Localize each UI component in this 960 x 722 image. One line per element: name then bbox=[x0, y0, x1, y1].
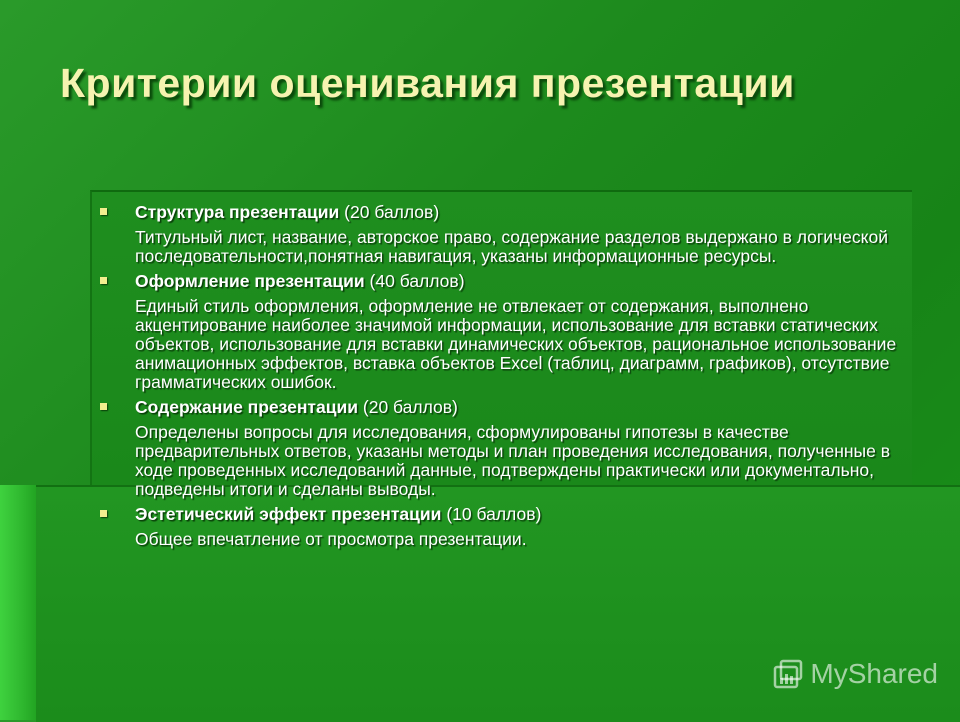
criterion-name: Эстетический эффект презентации bbox=[135, 504, 442, 524]
slide-title: Критерии оценивания презентации bbox=[60, 60, 795, 106]
square-bullet-icon bbox=[100, 510, 107, 517]
criterion-points: (40 баллов) bbox=[369, 271, 465, 291]
criterion-points: (20 баллов) bbox=[362, 397, 458, 417]
criterion-design bbox=[100, 272, 920, 392]
square-bullet-icon bbox=[100, 208, 107, 215]
criteria-list bbox=[100, 203, 920, 555]
criterion-description: Определены вопросы для исследования, сформулированы гипотезы в качестве предварительных ответов, указаны методы и план проведения исследования, полученные в ходе проведенных исследований данные, подтверждены практически или документально, подведены итоги и сделаны выводы. bbox=[135, 422, 891, 499]
criterion-aesthetic bbox=[100, 505, 920, 549]
criterion-heading bbox=[135, 203, 920, 222]
criterion-content bbox=[100, 398, 920, 499]
square-bullet-icon bbox=[100, 277, 107, 284]
criterion-points: (20 баллов) bbox=[344, 202, 440, 222]
myshared-watermark[interactable] bbox=[772, 658, 938, 690]
criterion-heading bbox=[135, 272, 920, 291]
criterion-points: (10 баллов) bbox=[446, 504, 542, 524]
criterion-name: Содержание презентации bbox=[135, 397, 359, 417]
criterion-description: Общее впечатление от просмотра презентации. bbox=[135, 529, 527, 549]
background-left-strip bbox=[0, 485, 36, 720]
criterion-description: Титульный лист, название, авторское право, содержание разделов выдержано в логической последовательности,понятная навигация, указаны информационные ресурсы. bbox=[135, 227, 889, 266]
criterion-name: Структура презентации bbox=[135, 202, 340, 222]
criterion-name: Оформление презентации bbox=[135, 271, 365, 291]
criterion-heading bbox=[135, 398, 920, 417]
watermark-text: MyShared bbox=[810, 658, 938, 689]
criterion-description: Единый стиль оформления, оформление не отвлекает от содержания, выполнено акцентирование наиболее значимой информации, использование для вставки статических объектов, использование для вставки динамических объектов, рациональное использование анимационных эффектов, вставка объектов Excel (таблиц, диаграмм, графиков), отсутствие грамматических ошибок. bbox=[135, 296, 897, 392]
square-bullet-icon bbox=[100, 403, 107, 410]
criterion-structure bbox=[100, 203, 920, 266]
myshared-logo-icon bbox=[772, 658, 804, 690]
criterion-heading bbox=[135, 505, 920, 524]
